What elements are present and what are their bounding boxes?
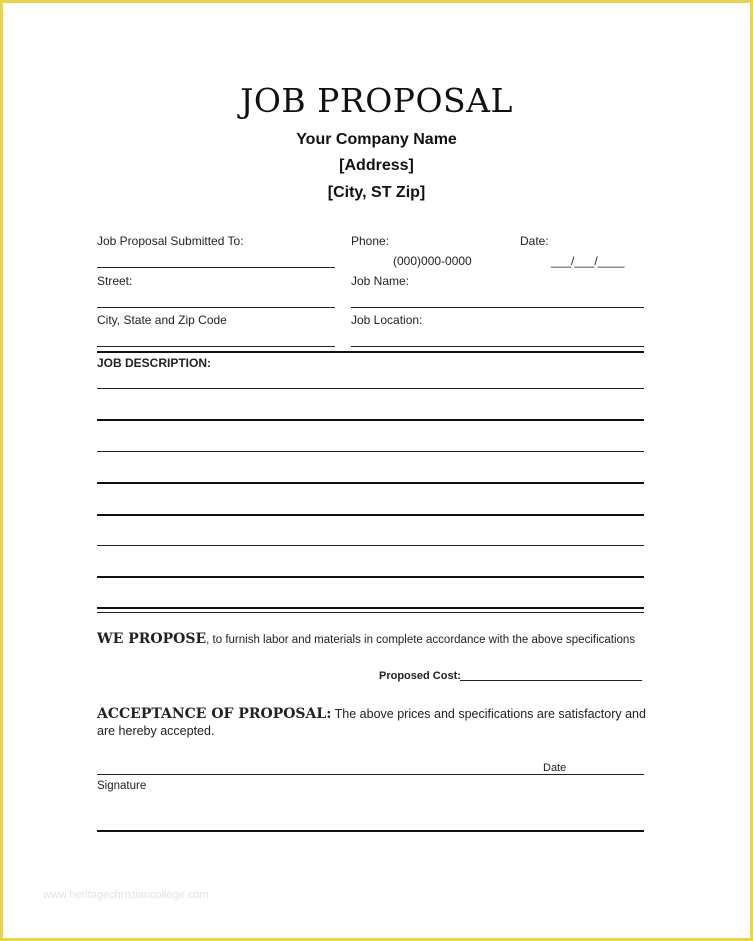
document-title: JOB PROPOSAL <box>240 81 513 120</box>
description-line[interactable] <box>97 451 644 452</box>
job-name-label: Job Name: <box>351 274 410 288</box>
date-value: ___/___/____ <box>551 254 625 268</box>
description-line[interactable] <box>97 419 644 421</box>
description-line[interactable] <box>97 607 644 609</box>
we-propose-text: , to furnish labor and materials in complete accordance with the above specifications <box>206 634 636 646</box>
we-propose-row <box>97 628 635 647</box>
proposed-cost-line[interactable] <box>460 680 642 681</box>
acceptance-text: The above prices and specifications are satisfactory and <box>331 707 646 721</box>
job-name-line[interactable] <box>351 307 644 308</box>
description-line[interactable] <box>97 514 644 516</box>
phone-label: Phone: <box>351 234 390 248</box>
description-line[interactable] <box>97 612 644 613</box>
signature-label: Signature <box>97 780 147 792</box>
description-line[interactable] <box>97 576 644 578</box>
submitted-to-line[interactable] <box>97 267 335 268</box>
proposed-cost-label: Proposed Cost: <box>379 670 461 682</box>
street-label: Street: <box>97 274 133 288</box>
company-name: Your Company Name <box>296 131 457 148</box>
acceptance-row <box>97 703 646 722</box>
we-propose-heading: WE PROPOSE <box>97 631 207 647</box>
job-description-label: JOB DESCRIPTION: <box>97 356 212 370</box>
city-state-zip-label: City, State and Zip Code <box>97 313 227 327</box>
signature-line[interactable] <box>97 830 644 832</box>
acceptance-date-label: Date <box>543 762 567 774</box>
city-state-zip-line[interactable] <box>97 346 335 347</box>
description-line[interactable] <box>97 482 644 484</box>
acceptance-heading: ACCEPTANCE OF PROPOSAL: <box>97 706 332 722</box>
section-divider <box>97 351 644 353</box>
street-line[interactable] <box>97 307 335 308</box>
acceptance-text-2: are hereby accepted. <box>97 724 215 738</box>
job-location-line[interactable] <box>351 346 644 347</box>
submitted-to-label: Job Proposal Submitted To: <box>97 234 244 248</box>
company-address: [Address] <box>339 157 414 174</box>
description-line[interactable] <box>97 388 644 389</box>
watermark: www.heritagechristiancollege.com <box>43 889 209 901</box>
phone-value: (000)000-0000 <box>393 254 472 268</box>
company-city: [City, ST Zip] <box>327 184 426 201</box>
date-label: Date: <box>520 234 549 248</box>
job-location-label: Job Location: <box>351 313 423 327</box>
description-line[interactable] <box>97 545 644 546</box>
acceptance-line[interactable] <box>97 774 644 775</box>
